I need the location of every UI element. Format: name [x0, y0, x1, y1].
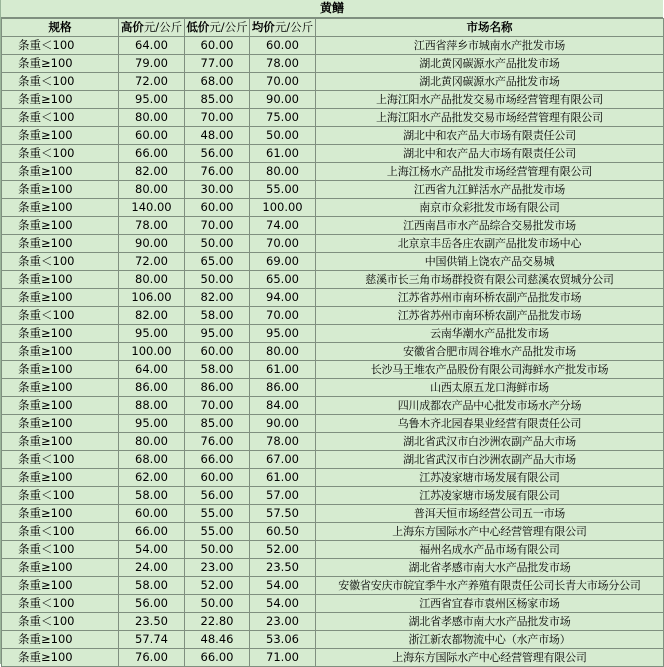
high-price-cell: 82.00: [119, 307, 185, 325]
spec-cell: 条重≥100: [2, 127, 119, 145]
avg-price-cell: 23.00: [250, 613, 316, 631]
high-price-cell: 82.00: [119, 163, 185, 181]
low-price-cell: 55.00: [185, 505, 250, 523]
market-name-cell: 江西省九江鲜活水产品批发市场: [316, 181, 664, 199]
table-row: [2, 199, 664, 217]
market-name-cell: 山西太原五龙口海鲜市场: [316, 379, 664, 397]
header-market-label: 市场名称: [466, 20, 513, 34]
avg-price-cell: 52.00: [250, 541, 316, 559]
low-price-cell: 30.00: [185, 181, 250, 199]
high-price-cell: 72.00: [119, 73, 185, 91]
table-row: [2, 541, 664, 559]
avg-price-cell: 75.00: [250, 109, 316, 127]
avg-price-cell: 70.00: [250, 307, 316, 325]
market-name-cell: 上海江阳水产品批发交易市场经营管理有限公司: [316, 109, 664, 127]
market-name-cell: 福州名成水产品市场有限公司: [316, 541, 664, 559]
low-price-cell: 50.00: [185, 595, 250, 613]
high-price-cell: 76.00: [119, 649, 185, 667]
table-row: [2, 469, 664, 487]
table-row: [2, 307, 664, 325]
high-price-cell: 78.00: [119, 217, 185, 235]
avg-price-cell: 78.00: [250, 433, 316, 451]
market-name-cell: 湖北黄冈碳源水产品批发市场: [316, 55, 664, 73]
table-row: [2, 109, 664, 127]
high-price-cell: 140.00: [119, 199, 185, 217]
spec-cell: 条重≥100: [2, 163, 119, 181]
spec-cell: 条重≥100: [2, 577, 119, 595]
table-row: [2, 325, 664, 343]
header-row: [2, 19, 664, 37]
avg-price-cell: 84.00: [250, 397, 316, 415]
market-name-cell: 江苏省苏州市南环桥农副产品批发市场: [316, 289, 664, 307]
spec-cell: 条重＜100: [2, 595, 119, 613]
high-price-cell: 100.00: [119, 343, 185, 361]
market-name-cell: 湖北中和农产品大市场有限责任公司: [316, 145, 664, 163]
market-name-cell: 湖北黄冈碳源水产品批发市场: [316, 73, 664, 91]
low-price-cell: 95.00: [185, 325, 250, 343]
low-price-cell: 48.46: [185, 631, 250, 649]
table-row: [2, 271, 664, 289]
low-price-cell: 70.00: [185, 397, 250, 415]
spec-cell: 条重≥100: [2, 181, 119, 199]
avg-price-cell: 70.00: [250, 235, 316, 253]
high-price-cell: 56.00: [119, 595, 185, 613]
spec-cell: 条重≥100: [2, 55, 119, 73]
table-row: [2, 217, 664, 235]
header-market: [316, 19, 664, 37]
spec-cell: 条重≥100: [2, 289, 119, 307]
high-price-cell: 57.74: [119, 631, 185, 649]
high-price-cell: 90.00: [119, 235, 185, 253]
high-price-cell: 80.00: [119, 109, 185, 127]
high-price-cell: 23.50: [119, 613, 185, 631]
spec-cell: 条重≥100: [2, 631, 119, 649]
table-row: [2, 361, 664, 379]
avg-price-cell: 95.00: [250, 325, 316, 343]
spec-cell: 条重≥100: [2, 235, 119, 253]
header-high-unit: 元/公斤: [143, 20, 183, 34]
market-name-cell: 江苏凌家塘市场发展有限公司: [316, 469, 664, 487]
table-row: [2, 505, 664, 523]
low-price-cell: 82.00: [185, 289, 250, 307]
low-price-cell: 48.00: [185, 127, 250, 145]
low-price-cell: 22.80: [185, 613, 250, 631]
table-row: [2, 289, 664, 307]
market-name-cell: 普洱天恒市场经营公司五一市场: [316, 505, 664, 523]
low-price-cell: 50.00: [185, 235, 250, 253]
high-price-cell: 68.00: [119, 451, 185, 469]
high-price-cell: 80.00: [119, 433, 185, 451]
low-price-cell: 77.00: [185, 55, 250, 73]
table-row: [2, 55, 664, 73]
avg-price-cell: 67.00: [250, 451, 316, 469]
low-price-cell: 55.00: [185, 523, 250, 541]
header-spec-label: 规格: [48, 20, 72, 34]
table-row: [2, 91, 664, 109]
market-name-cell: 江苏凌家塘市场发展有限公司: [316, 487, 664, 505]
high-price-cell: 66.00: [119, 523, 185, 541]
table-row: [2, 433, 664, 451]
spec-cell: 条重＜100: [2, 307, 119, 325]
high-price-cell: 24.00: [119, 559, 185, 577]
low-price-cell: 85.00: [185, 415, 250, 433]
table-row: [2, 343, 664, 361]
spec-cell: 条重≥100: [2, 343, 119, 361]
spec-cell: 条重≥100: [2, 379, 119, 397]
table-row: [2, 577, 664, 595]
table-row: [2, 163, 664, 181]
table-row: [2, 145, 664, 163]
spec-cell: 条重＜100: [2, 145, 119, 163]
header-high: [119, 19, 185, 37]
high-price-cell: 80.00: [119, 181, 185, 199]
market-name-cell: 浙江新农都物流中心（水产市场）: [316, 631, 664, 649]
market-name-cell: 江西省宜春市袁州区杨家市场: [316, 595, 664, 613]
low-price-cell: 76.00: [185, 163, 250, 181]
market-name-cell: 安徽省安庆市皖宜季牛水产养殖有限责任公司长青大市场分公司: [316, 577, 664, 595]
sheet-title: 黄鳝: [1, 0, 663, 18]
avg-price-cell: 23.50: [250, 559, 316, 577]
high-price-cell: 64.00: [119, 361, 185, 379]
market-name-cell: 江西省萍乡市城南水产批发市场: [316, 37, 664, 55]
market-name-cell: 北京京丰岳各庄农副产品批发市场中心: [316, 235, 664, 253]
high-price-cell: 58.00: [119, 577, 185, 595]
market-name-cell: 湖北中和农产品大市场有限责任公司: [316, 127, 664, 145]
low-price-cell: 60.00: [185, 343, 250, 361]
low-price-cell: 70.00: [185, 109, 250, 127]
market-name-cell: 江西南昌市水产品综合交易批发市场: [316, 217, 664, 235]
avg-price-cell: 90.00: [250, 91, 316, 109]
low-price-cell: 56.00: [185, 145, 250, 163]
header-avg-label: 均价: [251, 20, 275, 34]
low-price-cell: 60.00: [185, 37, 250, 55]
high-price-cell: 95.00: [119, 91, 185, 109]
table-row: [2, 37, 664, 55]
low-price-cell: 56.00: [185, 487, 250, 505]
avg-price-cell: 90.00: [250, 415, 316, 433]
table-row: [2, 127, 664, 145]
low-price-cell: 66.00: [185, 451, 250, 469]
market-name-cell: 上海东方国际水产中心经营管理有限公司: [316, 649, 664, 667]
avg-price-cell: 57.50: [250, 505, 316, 523]
low-price-cell: 60.00: [185, 199, 250, 217]
high-price-cell: 60.00: [119, 505, 185, 523]
spec-cell: 条重＜100: [2, 73, 119, 91]
spec-cell: 条重≥100: [2, 433, 119, 451]
spec-cell: 条重≥100: [2, 361, 119, 379]
spec-cell: 条重≥100: [2, 505, 119, 523]
spec-cell: 条重＜100: [2, 613, 119, 631]
market-name-cell: 湖北省孝感市南大水产品批发市场: [316, 613, 664, 631]
market-name-cell: 南京市众彩批发市场有限公司: [316, 199, 664, 217]
low-price-cell: 50.00: [185, 271, 250, 289]
market-name-cell: 湖北省孝感市南大水产品批发市场: [316, 559, 664, 577]
market-name-cell: 湖北省武汉市白沙洲农副产品大市场: [316, 433, 664, 451]
high-price-cell: 88.00: [119, 397, 185, 415]
avg-price-cell: 86.00: [250, 379, 316, 397]
high-price-cell: 54.00: [119, 541, 185, 559]
spec-cell: 条重≥100: [2, 649, 119, 667]
high-price-cell: 79.00: [119, 55, 185, 73]
avg-price-cell: 65.00: [250, 271, 316, 289]
spec-cell: 条重≥100: [2, 559, 119, 577]
high-price-cell: 60.00: [119, 127, 185, 145]
low-price-cell: 60.00: [185, 469, 250, 487]
table-row: [2, 397, 664, 415]
avg-price-cell: 80.00: [250, 343, 316, 361]
market-name-cell: 上海江杨水产品批发市场经营管理有限公司: [316, 163, 664, 181]
header-low-label: 低价: [186, 20, 210, 34]
table-row: [2, 595, 664, 613]
header-spec: [2, 19, 119, 37]
market-name-cell: 乌鲁木齐北园春果业经营有限责任公司: [316, 415, 664, 433]
avg-price-cell: 61.00: [250, 469, 316, 487]
table-row: [2, 181, 664, 199]
low-price-cell: 68.00: [185, 73, 250, 91]
market-name-cell: 四川成都农产品中心批发市场水产分场: [316, 397, 664, 415]
market-name-cell: 中国供销上饶农产品交易城: [316, 253, 664, 271]
market-name-cell: 长沙马王堆农产品股份有限公司海鲜水产批发市场: [316, 361, 664, 379]
high-price-cell: 95.00: [119, 415, 185, 433]
header-low: [185, 19, 250, 37]
avg-price-cell: 71.00: [250, 649, 316, 667]
low-price-cell: 70.00: [185, 217, 250, 235]
table-row: [2, 379, 664, 397]
market-name-cell: 安徽省合肥市周谷堆水产品批发市场: [316, 343, 664, 361]
low-price-cell: 52.00: [185, 577, 250, 595]
market-name-cell: 上海东方国际水产中心经营管理有限公司: [316, 523, 664, 541]
table-row: [2, 631, 664, 649]
spec-cell: 条重≥100: [2, 469, 119, 487]
low-price-cell: 65.00: [185, 253, 250, 271]
table-row: [2, 451, 664, 469]
low-price-cell: 50.00: [185, 541, 250, 559]
spec-cell: 条重≥100: [2, 199, 119, 217]
avg-price-cell: 61.00: [250, 361, 316, 379]
high-price-cell: 95.00: [119, 325, 185, 343]
high-price-cell: 66.00: [119, 145, 185, 163]
avg-price-cell: 69.00: [250, 253, 316, 271]
price-table: [1, 18, 664, 667]
low-price-cell: 66.00: [185, 649, 250, 667]
avg-price-cell: 60.50: [250, 523, 316, 541]
market-name-cell: 云南华潮水产品批发市场: [316, 325, 664, 343]
low-price-cell: 58.00: [185, 307, 250, 325]
market-name-cell: 江苏省苏州市南环桥农副产品批发市场: [316, 307, 664, 325]
low-price-cell: 85.00: [185, 91, 250, 109]
table-row: [2, 235, 664, 253]
table-row: [2, 559, 664, 577]
table-row: [2, 613, 664, 631]
spec-cell: 条重≥100: [2, 271, 119, 289]
spec-cell: 条重≥100: [2, 415, 119, 433]
spec-cell: 条重≥100: [2, 91, 119, 109]
spec-cell: 条重＜100: [2, 37, 119, 55]
market-name-cell: 上海江阳水产品批发交易市场经营管理有限公司: [316, 91, 664, 109]
header-avg: [250, 19, 316, 37]
table-row: [2, 487, 664, 505]
spec-cell: 条重≥100: [2, 397, 119, 415]
spec-cell: 条重≥100: [2, 217, 119, 235]
high-price-cell: 64.00: [119, 37, 185, 55]
low-price-cell: 86.00: [185, 379, 250, 397]
avg-price-cell: 57.00: [250, 487, 316, 505]
low-price-cell: 58.00: [185, 361, 250, 379]
high-price-cell: 106.00: [119, 289, 185, 307]
high-price-cell: 62.00: [119, 469, 185, 487]
avg-price-cell: 70.00: [250, 73, 316, 91]
header-low-unit: 元/公斤: [209, 20, 248, 34]
spec-cell: 条重＜100: [2, 523, 119, 541]
market-name-cell: 慈溪市长三角市场群投资有限公司慈溪农贸城分公司: [316, 271, 664, 289]
avg-price-cell: 78.00: [250, 55, 316, 73]
low-price-cell: 76.00: [185, 433, 250, 451]
avg-price-cell: 61.00: [250, 145, 316, 163]
avg-price-cell: 55.00: [250, 181, 316, 199]
avg-price-cell: 54.00: [250, 595, 316, 613]
avg-price-cell: 74.00: [250, 217, 316, 235]
spec-cell: 条重≥100: [2, 325, 119, 343]
avg-price-cell: 100.00: [250, 199, 316, 217]
header-avg-unit: 元/公斤: [274, 20, 314, 34]
table-row: [2, 415, 664, 433]
avg-price-cell: 54.00: [250, 577, 316, 595]
high-price-cell: 86.00: [119, 379, 185, 397]
avg-price-cell: 50.00: [250, 127, 316, 145]
spec-cell: 条重＜100: [2, 109, 119, 127]
avg-price-cell: 60.00: [250, 37, 316, 55]
avg-price-cell: 94.00: [250, 289, 316, 307]
high-price-cell: 80.00: [119, 271, 185, 289]
market-name-cell: 湖北省武汉市白沙洲农副产品大市场: [316, 451, 664, 469]
table-row: [2, 73, 664, 91]
table-row: [2, 253, 664, 271]
spec-cell: 条重＜100: [2, 253, 119, 271]
table-row: [2, 523, 664, 541]
high-price-cell: 72.00: [119, 253, 185, 271]
header-high-label: 高价: [120, 20, 144, 34]
high-price-cell: 58.00: [119, 487, 185, 505]
spec-cell: 条重＜100: [2, 451, 119, 469]
spec-cell: 条重＜100: [2, 487, 119, 505]
avg-price-cell: 80.00: [250, 163, 316, 181]
spec-cell: 条重＜100: [2, 541, 119, 559]
low-price-cell: 23.00: [185, 559, 250, 577]
avg-price-cell: 53.06: [250, 631, 316, 649]
